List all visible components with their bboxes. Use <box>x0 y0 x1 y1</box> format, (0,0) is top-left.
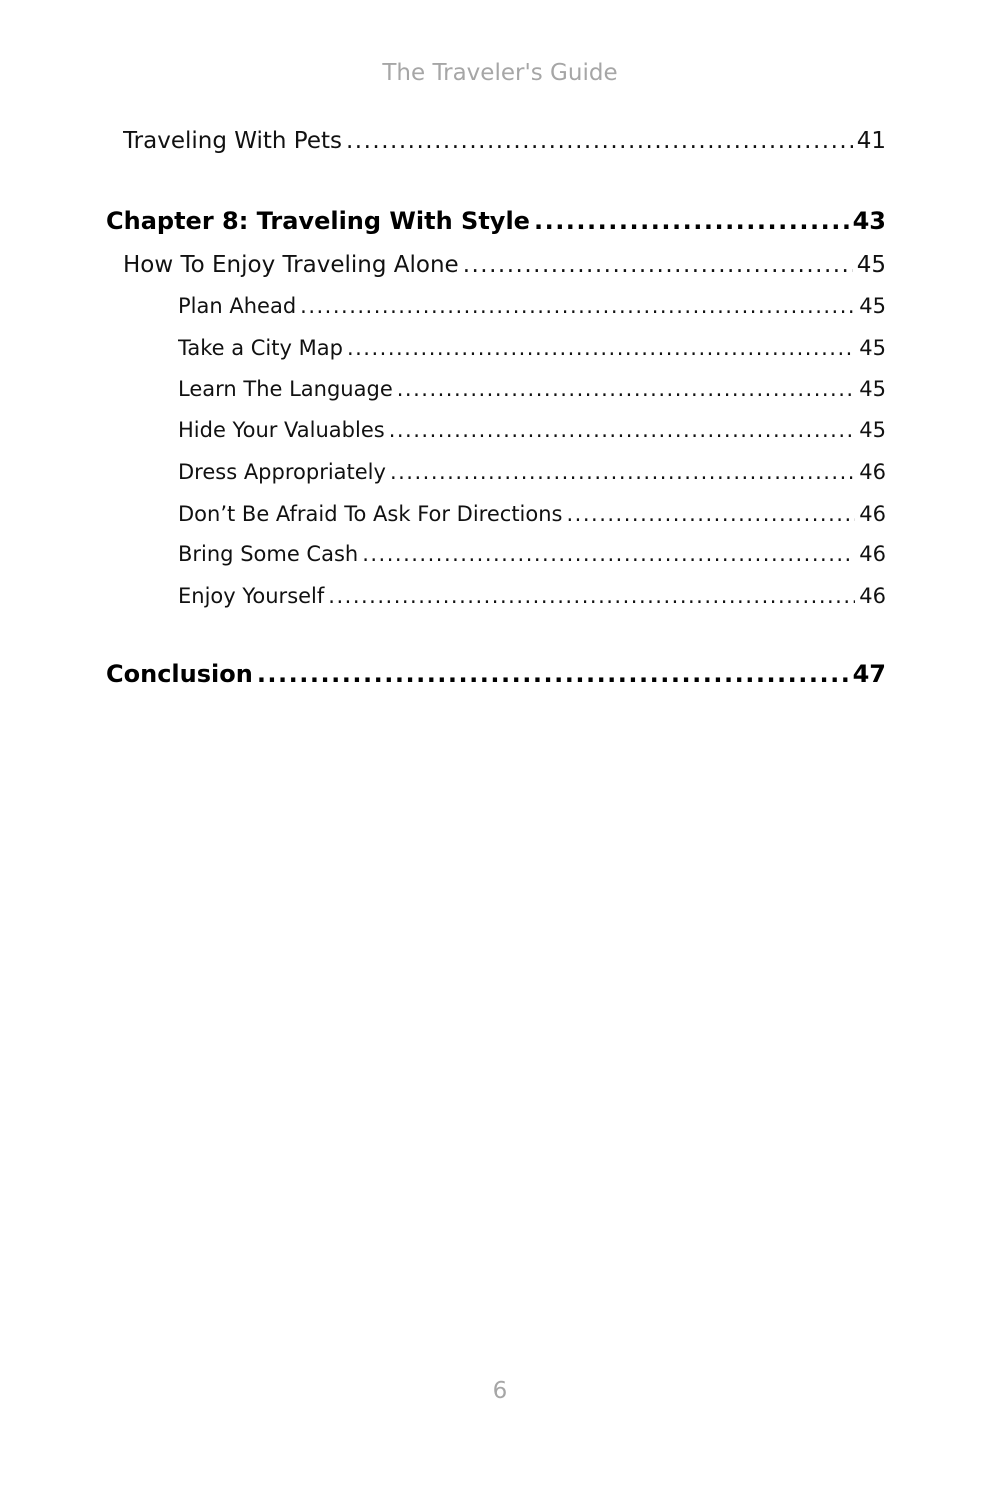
toc-entry-ask-for-directions[interactable] <box>178 502 886 526</box>
toc-entry-title: Plan Ahead <box>178 294 297 318</box>
toc-entry-bring-some-cash[interactable] <box>178 542 886 566</box>
toc-entry-title: Traveling With Pets <box>123 128 342 154</box>
dot-leader <box>257 660 849 688</box>
toc-entry-conclusion[interactable] <box>106 660 886 688</box>
toc-entry-title: Learn The Language <box>178 377 393 401</box>
dot-leader <box>534 207 849 235</box>
toc-entry-traveling-with-pets[interactable] <box>123 128 886 154</box>
toc-entry-page: 41 <box>856 128 886 154</box>
toc-entry-page: 45 <box>859 418 886 442</box>
page-number: 6 <box>492 1378 508 1404</box>
toc-entry-page: 46 <box>859 584 886 608</box>
dot-leader <box>390 460 855 484</box>
toc-entry-plan-ahead[interactable] <box>178 294 886 318</box>
toc-entry-page: 47 <box>852 660 886 688</box>
toc-entry-title: Hide Your Valuables <box>178 418 385 442</box>
toc-entry-title: Enjoy Yourself <box>178 584 325 608</box>
toc-entry-enjoy-yourself[interactable] <box>178 584 886 608</box>
toc-entry-page: 46 <box>859 460 886 484</box>
dot-leader <box>567 502 856 526</box>
toc-entry-page: 43 <box>852 207 886 235</box>
dot-leader <box>362 542 855 566</box>
toc-entry-page: 45 <box>856 252 886 278</box>
dot-leader <box>328 584 855 608</box>
toc-entry-hide-your-valuables[interactable] <box>178 418 886 442</box>
dot-leader <box>397 377 856 401</box>
toc-entry-page: 45 <box>859 336 886 360</box>
toc-entry-title: Don’t Be Afraid To Ask For Directions <box>178 502 563 526</box>
toc-entry-page: 46 <box>859 542 886 566</box>
dot-leader <box>463 252 853 278</box>
running-header: The Traveler's Guide <box>382 60 618 86</box>
toc-entry-page: 45 <box>859 377 886 401</box>
toc-entry-title: Take a City Map <box>178 336 343 360</box>
toc-entry-title: Chapter 8: Traveling With Style <box>106 207 530 235</box>
dot-leader <box>346 128 853 154</box>
toc-entry-page: 45 <box>859 294 886 318</box>
dot-leader <box>300 294 855 318</box>
toc-entry-page: 46 <box>859 502 886 526</box>
toc-entry-title: Dress Appropriately <box>178 460 386 484</box>
toc-entry-learn-the-language[interactable] <box>178 377 886 401</box>
toc-entry-title: Bring Some Cash <box>178 542 359 566</box>
toc-entry-take-a-city-map[interactable] <box>178 336 886 360</box>
dot-leader <box>389 418 856 442</box>
toc-entry-title: How To Enjoy Traveling Alone <box>123 252 459 278</box>
toc-entry-title: Conclusion <box>106 660 253 688</box>
dot-leader <box>347 336 855 360</box>
toc-entry-chapter-8[interactable] <box>106 207 886 235</box>
toc-entry-dress-appropriately[interactable] <box>178 460 886 484</box>
toc-entry-how-to-enjoy-traveling-alone[interactable] <box>123 252 886 278</box>
